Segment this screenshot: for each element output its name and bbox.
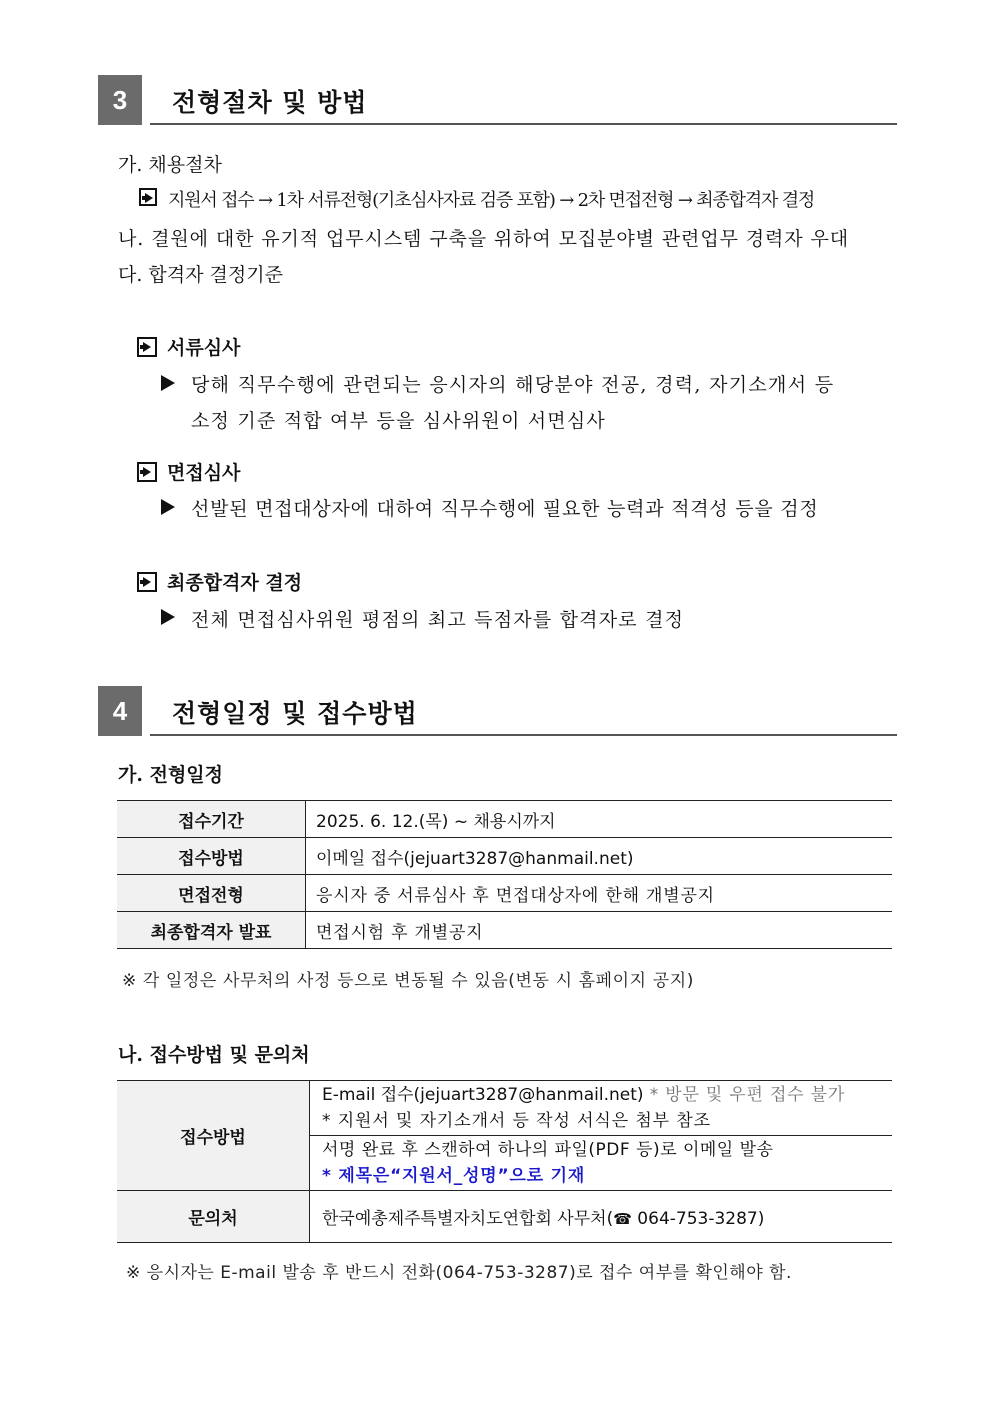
- schedule-value: 2025. 6. 12.(목) ~ 채용시까지: [306, 801, 893, 838]
- inquiry-label: 문의처: [117, 1191, 310, 1243]
- arrow-box-icon: [137, 462, 157, 482]
- table-row: [117, 875, 892, 912]
- interview-review-desc: 선발된 면접대상자에 대하여 직무수행에 필요한 능력과 적격성 등을 검정: [191, 498, 819, 520]
- method-attachment-note: * 지원서 및 자기소개서 등 작성 서식은 첨부 참조: [322, 1111, 711, 1131]
- section-number-3: 3: [98, 75, 142, 125]
- method-subject-note: * 제목은“지원서_성명”으로 기재: [322, 1166, 586, 1186]
- final-decision-desc: 전체 면접심사위원 평점의 최고 득점자를 합격자로 결정: [191, 609, 685, 631]
- section-number-4: 4: [98, 686, 142, 736]
- phone-icon: ☎: [613, 1210, 632, 1228]
- document-review-title: 서류심사: [167, 337, 241, 359]
- section-title-4: 전형일정 및 접수방법: [172, 699, 418, 728]
- final-decision-title: 최종합격자 결정: [167, 572, 303, 594]
- method-label: 접수방법: [117, 1081, 310, 1191]
- schedule-value: 면접시험 후 개별공지: [306, 912, 893, 949]
- schedule-table: [117, 800, 892, 949]
- schedule-note: ※ 각 일정은 사무처의 사정 등으로 변동될 수 있음(변동 시 홈페이지 공지): [122, 971, 694, 991]
- arrow-box-icon: [139, 188, 157, 206]
- interview-review-title: 면접심사: [167, 462, 241, 484]
- method-cell-2: [310, 1136, 893, 1191]
- method-email: E-mail 접수(jejuart3287@hanmail.net): [322, 1085, 644, 1105]
- method-email-note: * 방문 및 우편 접수 불가: [643, 1085, 846, 1105]
- inquiry-phone: 064-753-3287): [631, 1209, 765, 1229]
- document-review-desc-1: 당해 직무수행에 관련되는 응시자의 해당분야 전공, 경력, 자기소개서 등: [191, 374, 835, 396]
- triangle-bullet-icon: [161, 609, 175, 625]
- triangle-bullet-icon: [161, 499, 175, 515]
- section-title-3: 전형절차 및 방법: [172, 88, 368, 117]
- schedule-heading: 가. 전형일정: [118, 764, 223, 786]
- method-cell-1: [310, 1081, 893, 1136]
- schedule-value: 응시자 중 서류심사 후 면접대상자에 한해 개별공지: [306, 875, 893, 912]
- table-row: [117, 801, 892, 838]
- schedule-label: 면접전형: [117, 875, 306, 912]
- recruit-process-heading: 가. 채용절차: [118, 154, 222, 176]
- arrow-box-icon: [137, 337, 157, 357]
- triangle-bullet-icon: [161, 375, 175, 391]
- recruit-flow: 지원서 접수 → 1차 서류전형(기초심사자료 검증 포함) → 2차 면접전형 → 최종합격자 결정: [168, 190, 815, 211]
- table-row: [117, 1081, 892, 1136]
- schedule-label: 접수방법: [117, 838, 306, 875]
- section-rule-4: [150, 734, 897, 736]
- table-row: [117, 838, 892, 875]
- preference-line: 나. 결원에 대한 유기적 업무시스템 구축을 위하여 모집분야별 관련업무 경력자 우대: [118, 228, 849, 250]
- inquiry-office: 한국예총제주특별자치도연합회 사무처(: [322, 1209, 614, 1229]
- schedule-label: 최종합격자 발표: [117, 912, 306, 949]
- schedule-value: 이메일 접수(jejuart3287@hanmail.net): [306, 838, 893, 875]
- contact-heading: 나. 접수방법 및 문의처: [118, 1044, 310, 1066]
- method-scan-note: 서명 완료 후 스캔하여 하나의 파일(PDF 등)로 이메일 발송: [322, 1140, 774, 1160]
- contact-table: [117, 1080, 892, 1243]
- criteria-heading: 다. 합격자 결정기준: [118, 264, 283, 286]
- arrow-box-icon: [137, 572, 157, 592]
- table-row: [117, 912, 892, 949]
- table-row: [117, 1191, 892, 1243]
- schedule-label: 접수기간: [117, 801, 306, 838]
- section-rule-3: [150, 123, 897, 125]
- inquiry-value: [310, 1191, 893, 1243]
- document-review-desc-2: 소정 기준 적합 여부 등을 심사위원이 서면심사: [191, 410, 606, 432]
- final-note: ※ 응시자는 E-mail 발송 후 반드시 전화(064-753-3287)로 접수 여부를 확인해야 함.: [126, 1263, 792, 1283]
- method-line: [322, 1082, 880, 1108]
